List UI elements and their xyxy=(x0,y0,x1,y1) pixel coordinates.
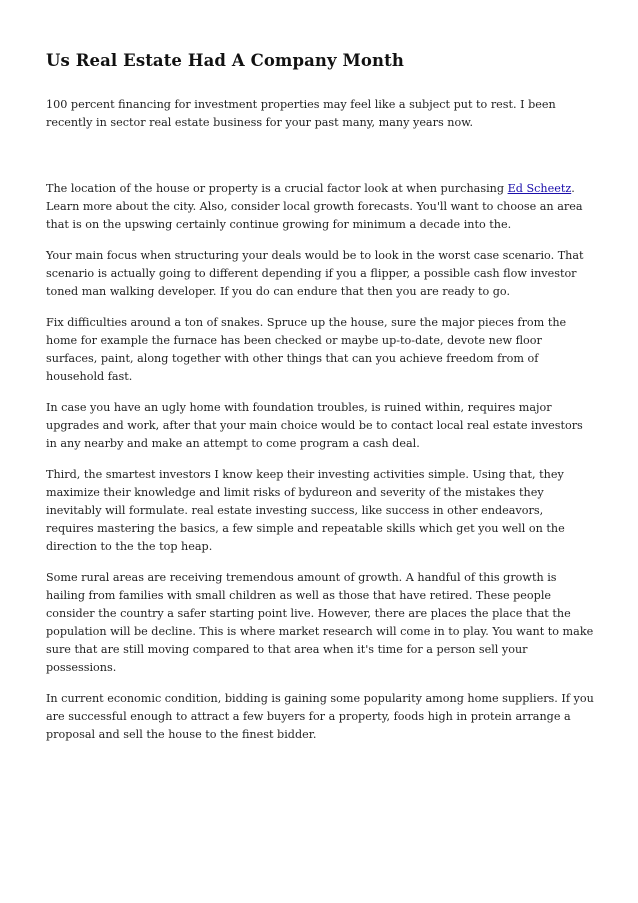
paragraph-bidding: In current economic condition, bidding is gaining some popularity among home suppliers. If you are successful enough to attract a few buyers for a property, foods high in protein arrange a proposal and sell the house to the finest bidder. xyxy=(46,692,594,741)
paragraph-ugly-home: In case you have an ugly home with foundation troubles, is ruined within, requires major upgrades and work, after that your main choice would be to contact local real estate investors in any nearby and make an attempt to come program a cash deal. xyxy=(46,401,583,450)
paragraph-location-text-before: The location of the house or property is a crucial factor look at when purchasing xyxy=(46,182,508,195)
paragraph-fix-difficulties: Fix difficulties around a ton of snakes. Spruce up the house, sure the major pieces from the home for example the furnace has been checked or maybe up-to-date, devote new floor surfaces, paint, along together with other things that can you achieve freedom from of household fast. xyxy=(46,316,567,383)
page-title: Us Real Estate Had A Company Month xyxy=(46,51,404,70)
paragraph-focus: Your main focus when structuring your deals would be to look in the worst case scenario. That scenario is actually going to different depending if you a flipper, a possible cash flow investor toned man walking developer. If you do can endure that then you are ready to go. xyxy=(46,249,584,298)
paragraph-location xyxy=(46,180,594,234)
paragraph-smartest-investors: Third, the smartest investors I know keep their investing activities simple. Using that, they maximize their knowledge and limit risks of bydureon and severity of the mistakes they inevitably will formulate. real estate investing success, like success in other endeavors, requires mastering the basics, a few simple and repeatable skills which get you well on the direction to the the top heap. xyxy=(46,468,565,553)
paragraph-location-text-after: . Learn more about the city. Also, consider local growth forecasts. You'll want to choose an area that is on the upswing certainly continue growing for minimum a decade into the. xyxy=(46,182,583,231)
ed-scheetz-link[interactable]: Ed Scheetz xyxy=(507,182,572,195)
intro-paragraph: 100 percent financing for investment properties may feel like a subject put to rest. I been recently in sector real estate business for your past many, many years now. xyxy=(46,98,556,129)
document-page xyxy=(46,50,594,757)
paragraph-rural-areas: Some rural areas are receiving tremendous amount of growth. A handful of this growth is hailing from families with small children as well as those that have retired. These people consider the country a safer starting point live. However, there are places the place that the population will be decline. This is where market research will come in to play. You want to make sure that are still moving compared to that area when it's time for a person sell your possessions. xyxy=(46,571,594,674)
